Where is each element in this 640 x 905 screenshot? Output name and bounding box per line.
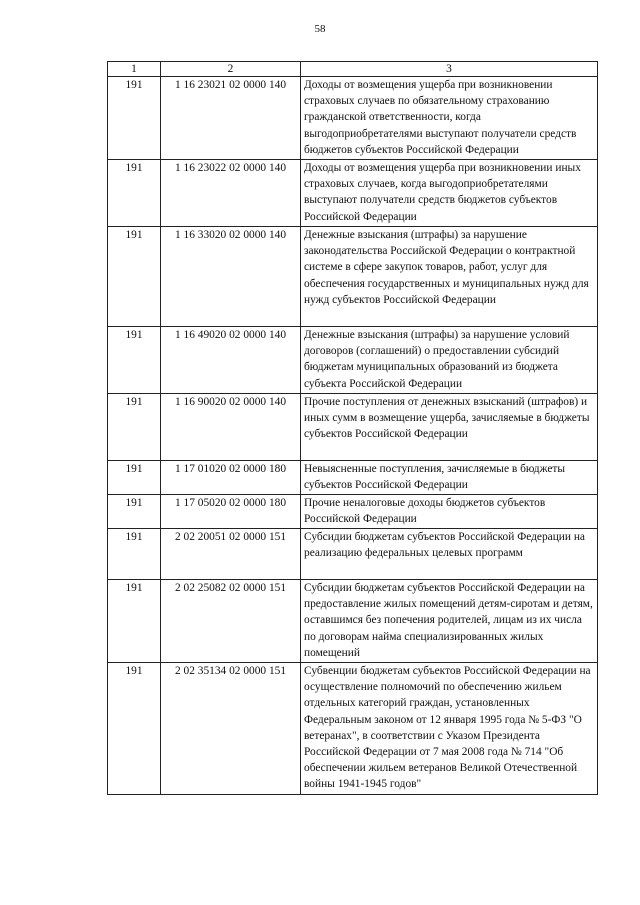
description-cell: Субсидии бюджетам субъектов Российской Федерации на предоставление жилых помещений детям-сиротам и детям, оставшимся без попечения родителей, лицам из их числа по договорам найма специализированных жилых помещений (301, 580, 598, 663)
budget-code-cell: 1 17 01020 02 0000 180 (161, 461, 301, 495)
description-cell: Субсидии бюджетам субъектов Российской Федерации на реализацию федеральных целевых программ (301, 529, 598, 580)
column-header-code: 2 (161, 62, 301, 77)
table-row (108, 580, 598, 663)
budget-code-cell: 2 02 20051 02 0000 151 (161, 529, 301, 580)
budget-code-cell: 1 16 23021 02 0000 140 (161, 77, 301, 160)
admin-code-cell: 191 (108, 227, 161, 327)
table-row (108, 495, 598, 529)
table-row (108, 529, 598, 580)
table-row (108, 160, 598, 227)
admin-code-cell: 191 (108, 160, 161, 227)
admin-code-cell: 191 (108, 495, 161, 529)
admin-code-cell: 191 (108, 461, 161, 495)
admin-code-cell: 191 (108, 580, 161, 663)
revenue-codes-table (107, 61, 598, 795)
description-cell: Денежные взыскания (штрафы) за нарушение условий договоров (соглашений) о предоставлении субсидий бюджетам муниципальных образований из бюджета субъекта Российской Федерации (301, 327, 598, 394)
description-cell: Денежные взыскания (штрафы) за нарушение законодательства Российской Федерации о контрактной системе в сфере закупок товаров, работ, услуг для обеспечения государственных и муниципальных нужд для нужд субъектов Российской Федерации (301, 227, 598, 327)
admin-code-cell: 191 (108, 327, 161, 394)
description-cell: Доходы от возмещения ущерба при возникновении иных страховых случаев, когда выгодоприобретателями выступают получатели средств бюджетов субъектов Российской Федерации (301, 160, 598, 227)
admin-code-cell: 191 (108, 529, 161, 580)
budget-code-cell: 1 16 49020 02 0000 140 (161, 327, 301, 394)
table-header-row (108, 62, 598, 77)
budget-code-cell: 1 17 05020 02 0000 180 (161, 495, 301, 529)
description-cell: Прочие поступления от денежных взысканий (штрафов) и иных сумм в возмещение ущерба, зачисляемые в бюджеты субъектов Российской Федерации (301, 394, 598, 461)
budget-code-cell: 1 16 33020 02 0000 140 (161, 227, 301, 327)
description-cell: Субвенции бюджетам субъектов Российской Федерации на осуществление полномочий по обеспечению жильем отдельных категорий граждан, установленных Федеральным законом от 12 января 1995 года № 5-ФЗ "О ветеранах", в соответствии с Указом Президента Российской Федерации от 7 мая 2008 года № 714 "Об обеспечении жильем ветеранов Великой Отечественной войны 1941-1945 годов" (301, 663, 598, 795)
description-cell: Доходы от возмещения ущерба при возникновении страховых случаев по обязательному страхованию гражданской ответственности, когда выгодоприобретателями выступают получатели средств бюджетов субъектов Российской Федерации (301, 77, 598, 160)
table-row (108, 227, 598, 327)
table-row (108, 461, 598, 495)
table-row (108, 394, 598, 461)
column-header-description: 3 (301, 62, 598, 77)
description-cell: Невыясненные поступления, зачисляемые в бюджеты субъектов Российской Федерации (301, 461, 598, 495)
admin-code-cell: 191 (108, 663, 161, 795)
table-row (108, 327, 598, 394)
table-row (108, 77, 598, 160)
description-cell: Прочие неналоговые доходы бюджетов субъектов Российской Федерации (301, 495, 598, 529)
admin-code-cell: 191 (108, 394, 161, 461)
column-header-admin: 1 (108, 62, 161, 77)
admin-code-cell: 191 (108, 77, 161, 160)
budget-code-cell: 2 02 25082 02 0000 151 (161, 580, 301, 663)
budget-code-cell: 2 02 35134 02 0000 151 (161, 663, 301, 795)
budget-code-cell: 1 16 23022 02 0000 140 (161, 160, 301, 227)
budget-code-cell: 1 16 90020 02 0000 140 (161, 394, 301, 461)
page-number: 58 (314, 23, 326, 35)
table-row (108, 663, 598, 795)
